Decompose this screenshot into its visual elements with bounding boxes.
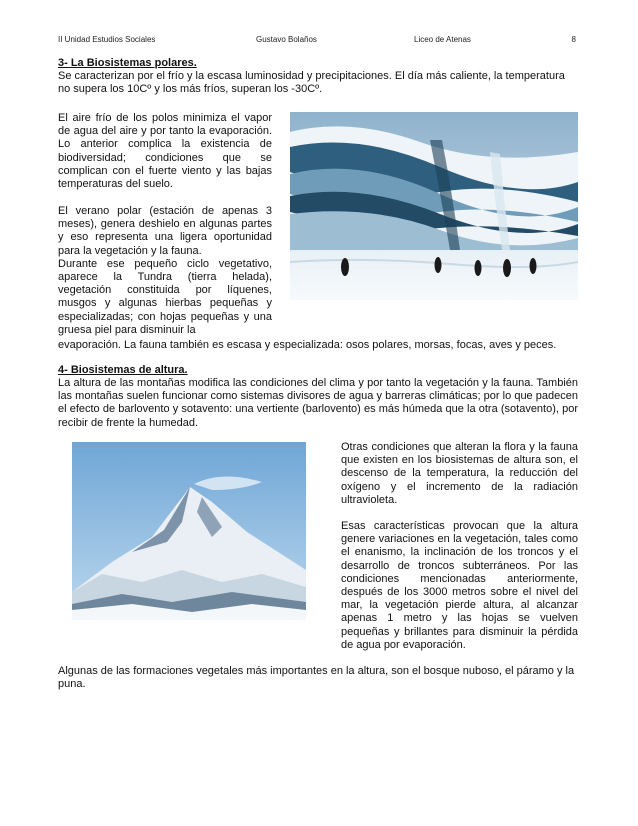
- polar-glacier-penguins-image: [290, 112, 578, 300]
- page-number: 8: [571, 35, 576, 44]
- section3-paragraph1: El aire frío de los polos minimiza el vapor de agua del aire y por tanto la evaporación. Lo anterior complica la existencia de biodiversidad; condiciones que se complican con el fuerte viento y las bajas temperaturas del suelo.: [58, 112, 272, 191]
- section4-closing: Algunas de las formaciones vegetales más importantes en la altura, son el bosque nuboso, el páramo y la puna.: [58, 665, 575, 691]
- header-course: II Unidad Estudios Sociales: [58, 35, 156, 44]
- section4-intro: La altura de las montañas modifica las condiciones del clima y por tanto la vegetación y la fauna. También las montañas suelen funcionar como sistemas divisores de agua y barreras climáticas; por lo que padecen el efecto de barlovento y sotavento: una vertiente (barlovento) es más húmeda que la otra (sotavento), por recibir de frente la humedad.: [58, 377, 578, 429]
- section4-right-paragraph2: Esas características provocan que la altura genere variaciones en la vegetación, tales como el enanismo, la inclinación de los troncos y el desarrollo de troncos subterráneos. Por las condiciones mencionadas anteriormente, después de los 3000 metros sobre el nivel del mar, la vegetación pierde altura, al alcanzar apenas 1 metro y las hojas se vuelven pequeñas y brillantes para disminuir la pérdida de agua por evaporación.: [341, 520, 578, 651]
- section3-paragraph2-tail: evaporación. La fauna también es escasa y especializada: osos polares, morsas, focas, aves y peces.: [58, 339, 557, 351]
- header-school: Liceo de Atenas: [414, 35, 471, 44]
- section3-paragraph2b: Durante ese pequeño ciclo vegetativo, aparece la Tundra (tierra helada), vegetación constituida por líquenes, musgos y algunas hierbas pequeñas y especializadas; con hojas pequeñas y una gruesa piel para disminuir la: [58, 257, 272, 336]
- section4-title: 4- Biosistemas de altura.: [58, 364, 188, 376]
- section3-paragraph2a: El verano polar (estación de apenas 3 meses), genera deshielo en algunas partes y eso representa una ligera oportunidad para la vegetación y la fauna.: [58, 205, 272, 257]
- header-author: Gustavo Bolaños: [256, 35, 317, 44]
- section3-paragraph2: [58, 205, 272, 337]
- snow-mountain-image: [72, 442, 306, 620]
- section3-title: 3- La Biosistemas polares.: [58, 57, 197, 69]
- section4-right-paragraph1: Otras condiciones que alteran la flora y la fauna que existen en los biosistemas de altura son, el descenso de la temperatura, la reducción del oxígeno y el incremento de la radiación ultravioleta.: [341, 441, 578, 506]
- section3-intro: Se caracterizan por el frío y la escasa luminosidad y precipitaciones. El día más caliente, la temperatura no supera los 10Cº y los más fríos, superan los -30Cº.: [58, 70, 565, 96]
